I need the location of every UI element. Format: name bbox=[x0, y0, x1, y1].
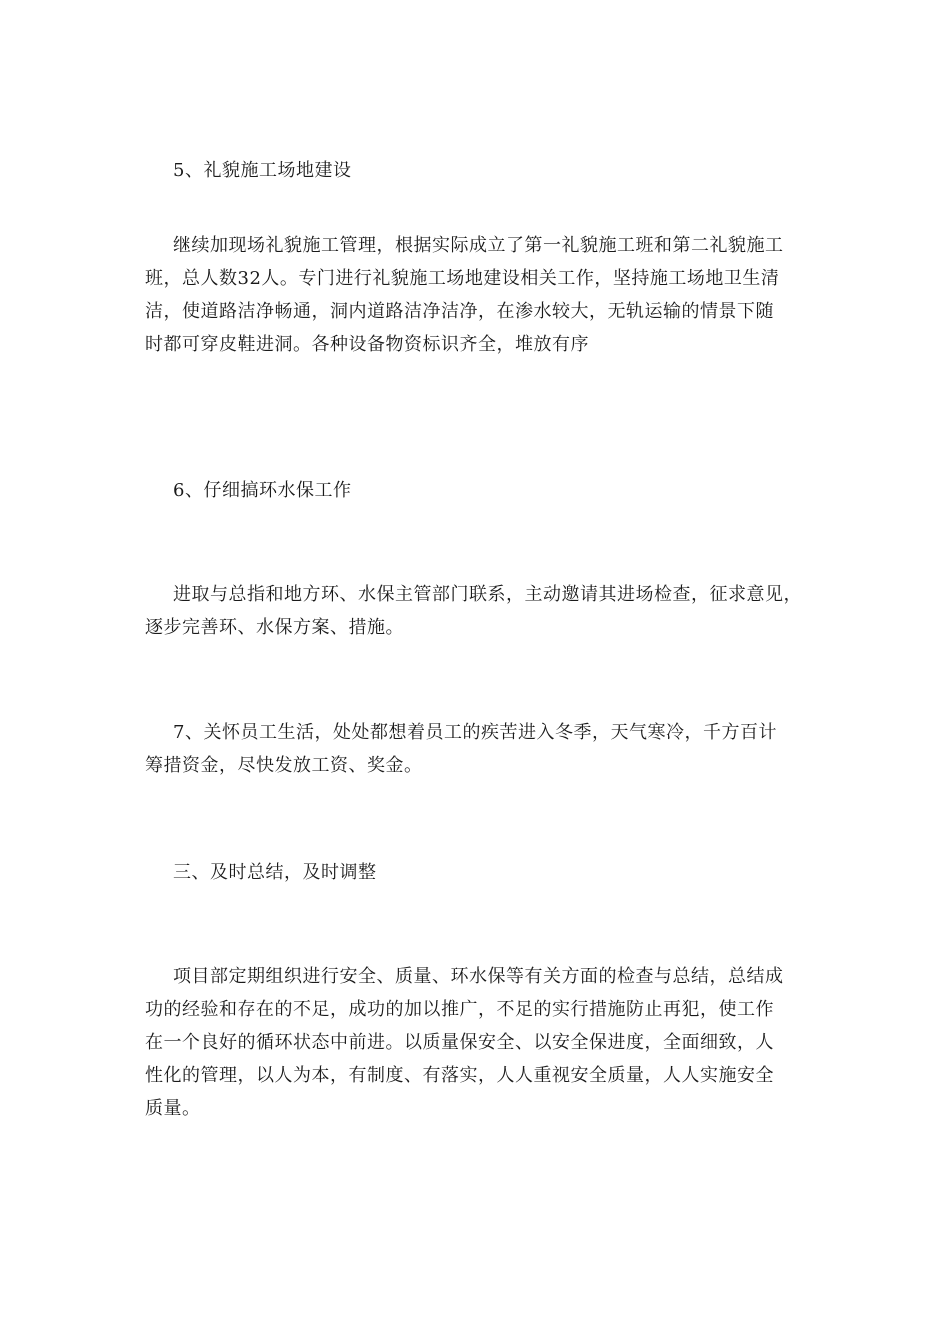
section-5-heading: 5、礼貌施工场地建设 bbox=[173, 160, 352, 181]
paragraph-line: 班，总人数32人。专门进行礼貌施工场地建设相关工作，坚持施工场地卫生清 bbox=[145, 268, 780, 289]
paragraph-line: 继续加现场礼貌施工管理，根据实际成立了第一礼貌施工班和第二礼貌施工 bbox=[173, 235, 784, 256]
paragraph-line: 时都可穿皮鞋进洞。各种设备物资标识齐全，堆放有序 bbox=[145, 334, 589, 355]
paragraph-line: 洁，使道路洁净畅通，洞内道路洁净洁净，在渗水较大，无轨运输的情景下随 bbox=[145, 301, 774, 322]
paragraph-line: 质量。 bbox=[145, 1098, 201, 1119]
section-5-paragraph bbox=[145, 229, 810, 361]
section-three-heading: 三、及时总结，及时调整 bbox=[173, 862, 377, 883]
paragraph-line: 进取与总指和地方环、水保主管部门联系，主动邀请其进场检查，征求意见， bbox=[173, 584, 802, 605]
section-6-heading: 6、仔细搞环水保工作 bbox=[173, 480, 352, 501]
paragraph-line: 功的经验和存在的不足，成功的加以推广，不足的实行措施防止再犯，使工作 bbox=[145, 999, 774, 1020]
section-three-paragraph bbox=[145, 960, 810, 1125]
paragraph-line: 在一个良好的循环状态中前进。以质量保安全、以安全保进度，全面细致，人 bbox=[145, 1032, 774, 1053]
paragraph-line: 性化的管理，以人为本，有制度、有落实，人人重视安全质量，人人实施安全 bbox=[145, 1065, 774, 1086]
section-6-paragraph bbox=[145, 578, 810, 644]
paragraph-line: 逐步完善环、水保方案、措施。 bbox=[145, 617, 404, 638]
paragraph-line: 筹措资金，尽快发放工资、奖金。 bbox=[145, 755, 423, 776]
paragraph-line: 项目部定期组织进行安全、质量、环水保等有关方面的检查与总结，总结成 bbox=[173, 966, 784, 987]
paragraph-line: 7、关怀员工生活，处处都想着员工的疾苦进入冬季，天气寒冷，千方百计 bbox=[173, 722, 777, 743]
section-7-paragraph bbox=[145, 716, 810, 782]
